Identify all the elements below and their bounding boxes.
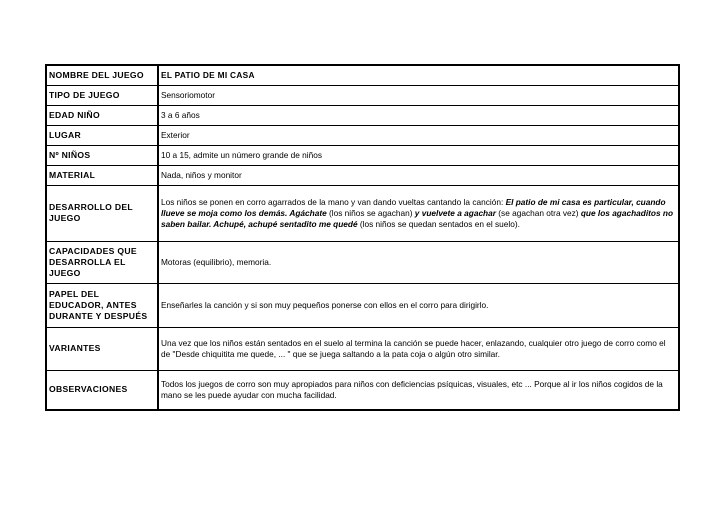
value-observaciones: Todos los juegos de corro son muy apropiados para niños con deficiencias psíquicas, visuales, etc ... Porque al ir los niños cogidos de la mano se les puede ayudar con mucha facilidad. — [158, 370, 679, 410]
label-variantes: VARIANTES — [46, 327, 158, 370]
label-capacidades: CAPACIDADES QUE DESARROLLA EL JUEGO — [46, 241, 158, 283]
label-nombre: NOMBRE DEL JUEGO — [46, 65, 158, 85]
row-ninos — [46, 145, 679, 165]
desarrollo-text-3: (se agachan otra vez) — [495, 207, 581, 218]
value-capacidades: Motoras (equilibrio), memoria. — [158, 241, 679, 283]
label-lugar: LUGAR — [46, 125, 158, 145]
desarrollo-text-2: (los niños se agachan) — [326, 207, 415, 218]
row-desarrollo — [46, 185, 679, 241]
row-tipo — [46, 85, 679, 105]
row-lugar — [46, 125, 679, 145]
desarrollo-song-2: y vuelvete a agachar — [414, 207, 496, 218]
row-observaciones — [46, 370, 679, 410]
label-papel: PAPEL DEL EDUCADOR, ANTES DURANTE Y DESPUÉS — [46, 283, 158, 327]
row-material — [46, 165, 679, 185]
row-papel — [46, 283, 679, 327]
value-tipo: Sensoriomotor — [158, 85, 679, 105]
row-edad — [46, 105, 679, 125]
value-ninos: 10 a 15, admite un número grande de niños — [158, 145, 679, 165]
label-observaciones: OBSERVACIONES — [46, 370, 158, 410]
label-tipo: TIPO DE JUEGO — [46, 85, 158, 105]
desarrollo-song-1: El patio de mi casa es particular, cuando llueve se moja como los demás. Agáchate — [161, 196, 666, 218]
value-lugar: Exterior — [158, 125, 679, 145]
desarrollo-text-1: Los niños se ponen en corro agarrados de la mano y van dando vueltas cantando la canción: — [161, 196, 506, 207]
desarrollo-text-4: (los niños se quedan sentados en el suelo). — [357, 218, 520, 229]
value-material: Nada, niños y monitor — [158, 165, 679, 185]
label-edad: EDAD NIÑO — [46, 105, 158, 125]
row-capacidades — [46, 241, 679, 283]
row-nombre — [46, 65, 679, 85]
value-variantes: Una vez que los niños están sentados en el suelo al termina la canción se puede hacer, enlazando, cualquier otro juego de corro como el de "Desde chiquitita me quede, ... " que se juega saltando a la pata coja o algún otro similar. — [158, 327, 679, 370]
row-variantes — [46, 327, 679, 370]
value-edad: 3 a 6 años — [158, 105, 679, 125]
label-material: MATERIAL — [46, 165, 158, 185]
game-sheet-table — [45, 64, 680, 411]
value-papel: Enseñarles la canción y si son muy pequeños ponerse con ellos en el corro para dirigirlo. — [158, 283, 679, 327]
label-ninos: Nº NIÑOS — [46, 145, 158, 165]
value-nombre: EL PATIO DE MI CASA — [158, 65, 679, 85]
value-desarrollo — [158, 185, 679, 241]
desarrollo-song-3: que los agachaditos no saben bailar. Achupé, achupé sentadito me quedé — [161, 207, 674, 229]
label-desarrollo: DESARROLLO DEL JUEGO — [46, 185, 158, 241]
